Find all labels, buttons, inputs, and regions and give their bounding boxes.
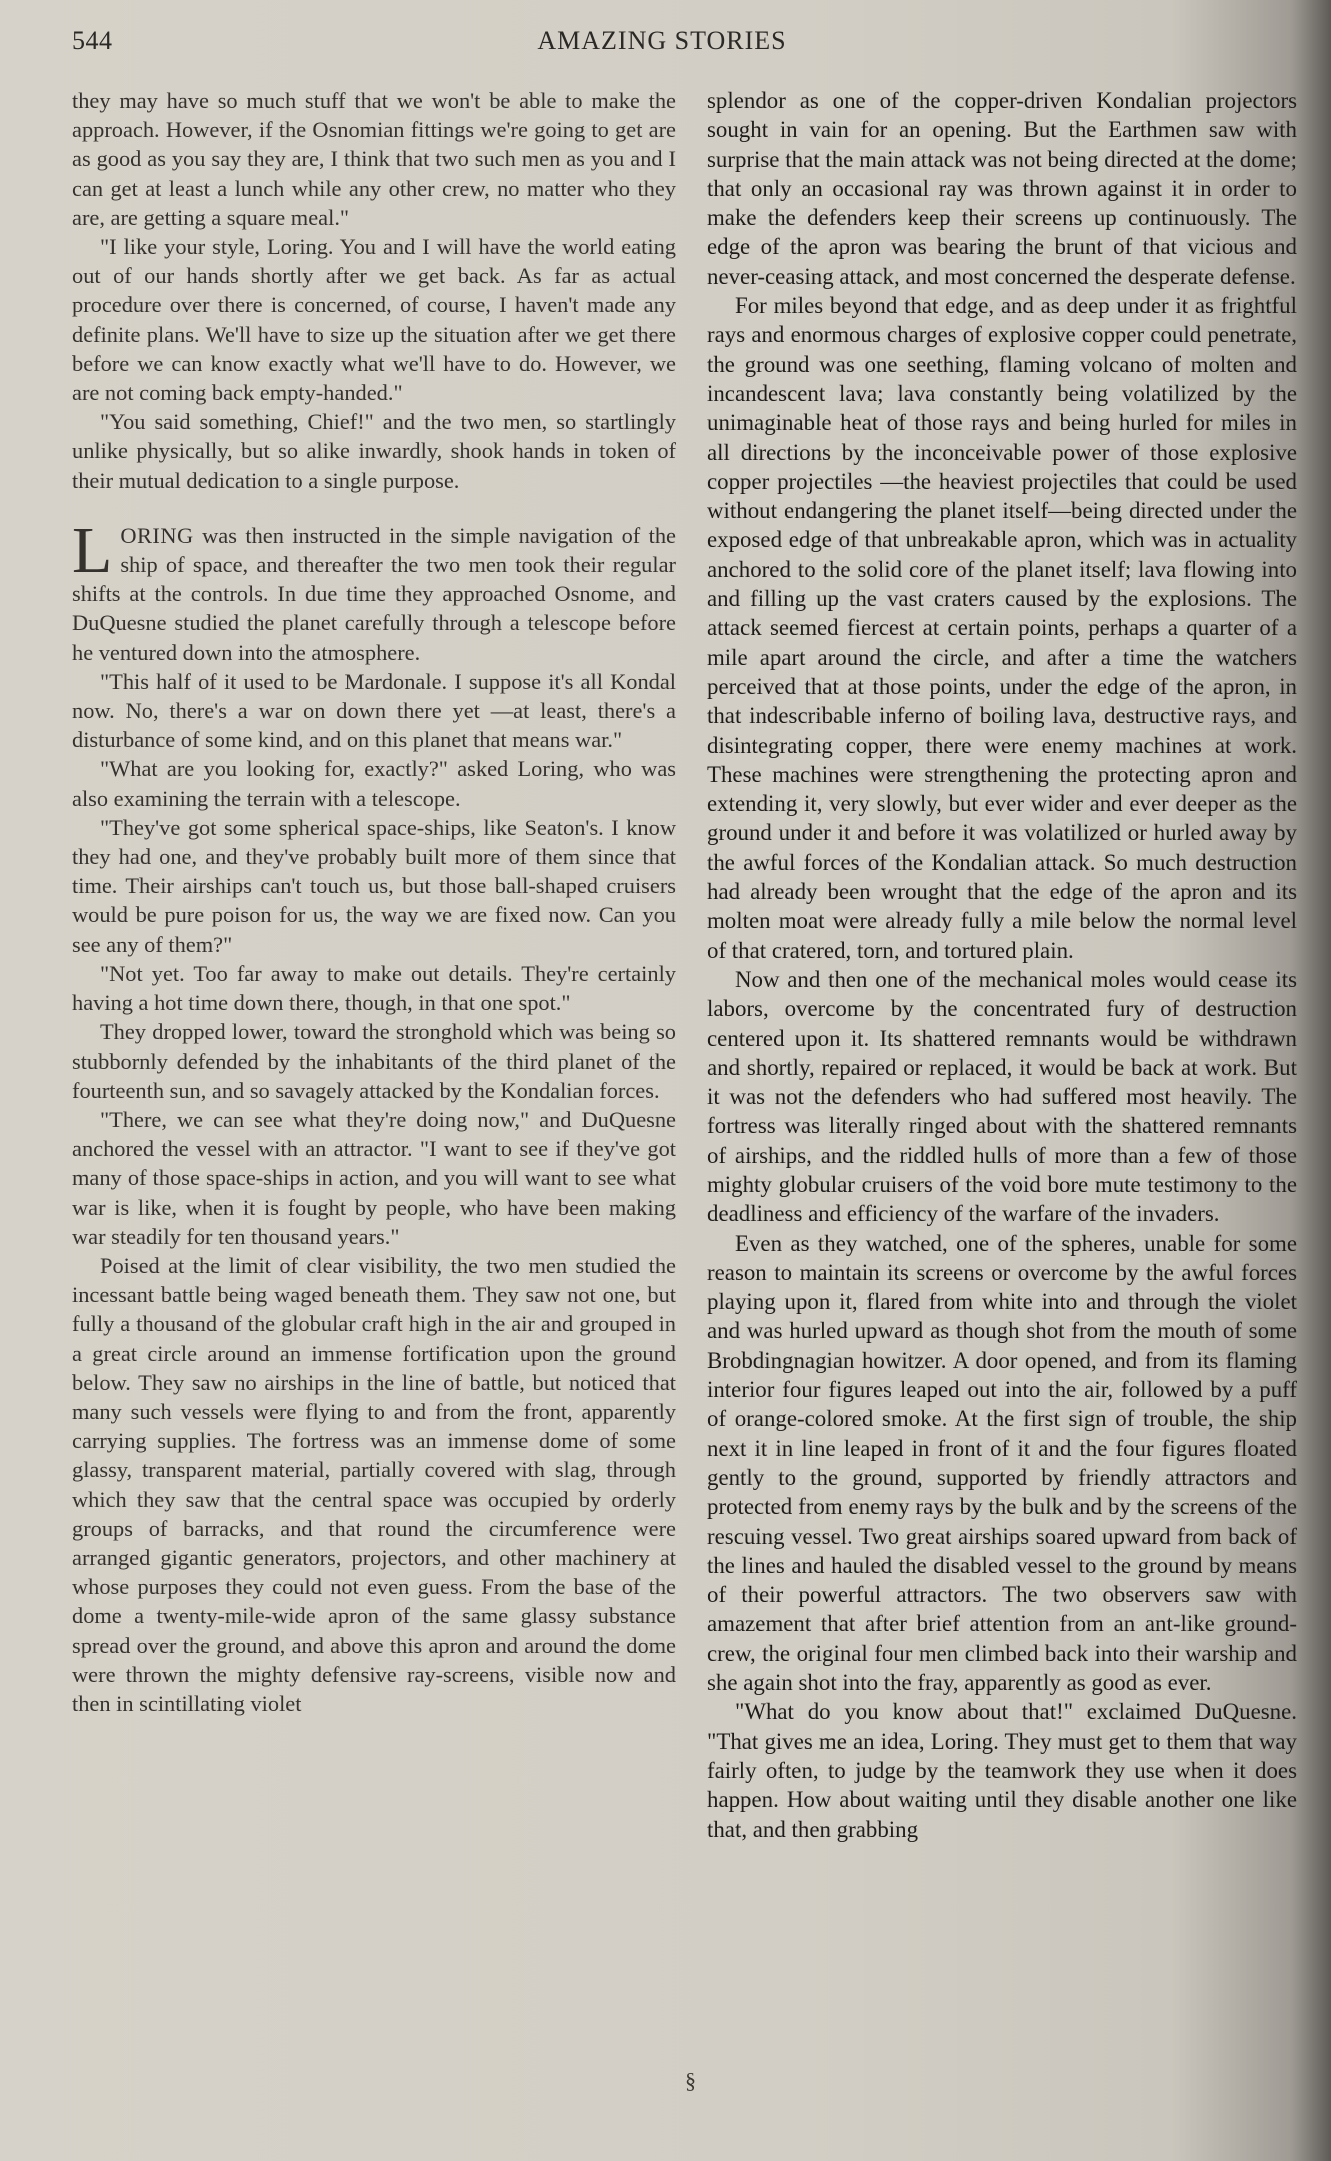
paragraph: "This half of it used to be Mardonale. I suppose it's all Kondal now. No, there's a war on down there yet —at least, there's a disturbance of some kind, and on this planet that means war." bbox=[72, 668, 676, 753]
paragraph: For miles beyond that edge, and as deep under it as frightful rays and enormous charges of explosive copper could penetrate, the ground was one seething, flaming volcano of molten and incandescent lava; lava constantly being volatilized by the unimaginable heat of those rays and being hurled for miles in all directions by the inconceivable power of those explosive copper projectiles —the heaviest projectiles that could be used without endangering the planet itself—being directed under the exposed edge of that unbreakable apron, which was in actuality anchored to the solid core of the planet itself; lava flowing into and filling up the vast craters caused by the explosions. The attack seemed fiercest at certain points, perhaps a quarter of a mile apart around the circle, and after a time the watchers perceived that at those points, under the edge of the apron, in that indescribable inferno of boiling lava, destructive rays, and disintegrating copper, there were enemy machines at work. These machines were strengthening the protecting apron and extending it, very slowly, but ever wider and ever deeper as the ground under it and before it was volatilized or hurled away by the awful forces of the Kondalian attack. So much destruction had already been wrought that the edge of the apron and its molten moat were already fully a mile below the normal level of that cratered, torn, and tortured plain. bbox=[707, 293, 1297, 963]
paragraph: "They've got some spherical space-ships, like Seaton's. I know they had one, and they've probably built more of them since that time. Their airships can't touch us, but those ball-shaped cruisers would be pure poison for us, the way we are fixed now. Can you see any of them?" bbox=[72, 814, 676, 957]
paragraph: "Not yet. Too far away to make out details. They're certainly having a hot time down there, though, in that one spot." bbox=[72, 960, 676, 1016]
paragraph: They dropped lower, toward the stronghold which was being so stubbornly defended by the inhabitants of the third planet of the fourteenth sun, and so savagely attacked by the Kondalian forces. bbox=[72, 1019, 676, 1103]
paragraph: Poised at the limit of clear visibility, the two men studied the incessant battle being waged beneath them. They saw not one, but fully a thousand of the globular craft high in the air and grouped in a great circle around an immense fortification upon the ground below. They saw no airships in the line of battle, but noticed that many such vessels were flying to and from the front, apparently carrying supplies. The fortress was an immense dome of some glassy, transparent material, partially covered with slag, through which they saw that the central space was occupied by orderly groups of barracks, and that round the circumference were arranged gigantic generators, projectors, and other machinery at whose purposes they could not even guess. From the base of the dome a twenty-mile-wide apron of the same glassy substance spread over the ground, and above this apron and around the dome were thrown the mighty defensive ray-screens, visible now and then in scintillating violet bbox=[72, 1252, 676, 1716]
paragraph: "What do you know about that!" exclaimed DuQuesne. "That gives me an idea, Loring. They must get to them that way fairly often, to judge by the teamwork they use when it does happen. How about waiting until they disable another one like that, and then grabbing bbox=[707, 1699, 1297, 1842]
drop-cap: L bbox=[72, 513, 113, 587]
page-number: 544 bbox=[72, 26, 113, 55]
paragraph: "You said something, Chief!" and the two men, so startlingly unlike physically, but so alike inwardly, shook hands in token of their mutual dedication to a single purpose. bbox=[72, 409, 676, 493]
running-head: AMAZING STORIES bbox=[537, 26, 787, 55]
paragraph: splendor as one of the copper-driven Kondalian projectors sought in vain for an opening. But the Earthmen saw with surprise that the main attack was not being directed at the dome; that only an occasional ray was thrown against it in order to make the defenders keep their screens up continuously. The edge of the apron was bearing the brunt of that vicious and never-ceasing attack, and most concerned the desperate defense. bbox=[707, 88, 1297, 289]
left-column bbox=[72, 86, 676, 1718]
section-start-paragraph bbox=[72, 513, 676, 667]
paragraph: "What are you looking for, exactly?" asked Loring, who was also examining the terrain with a telescope. bbox=[72, 756, 676, 811]
paragraph-text: was then instructed in the simple navigation of the ship of space, and thereafter the two men took their regular shifts at the controls. In due time they approached Osnome, and DuQuesne studied the planet carefully through a telescope before he ventured down into the atmosphere. bbox=[72, 522, 676, 665]
paragraph: Now and then one of the mechanical moles would cease its labors, overcome by the concentrated fury of destruction centered upon it. Its shattered remnants would be withdrawn and shortly, repaired or replaced, it would be back at work. But it was not the defenders who had suffered most heavily. The fortress was literally ringed about with the shattered remnants of airships, and the riddled hulls of more than a few of those mighty globular cruisers of the void bore mute testimony to the deadliness and efficiency of the warfare of the invaders. bbox=[707, 966, 1297, 1227]
paragraph: "There, we can see what they're doing now," and DuQuesne anchored the vessel with an attractor. "I want to see if they've got many of those space-ships in action, and you will want to see what war is like, when it is fought by people, who have been making war steadily for ten thousand years." bbox=[72, 1106, 676, 1249]
paragraph: "I like your style, Loring. You and I will have the world eating out of our hands shortly after we get back. As far as actual procedure over there is concerned, of course, I haven't made any definite plans. We'll have to size up the situation after we get there before we can know exactly what we'll have to do. However, we are not coming back empty-handed." bbox=[72, 234, 676, 406]
gutter-mark: § bbox=[685, 2068, 696, 2093]
paragraph: they may have so much stuff that we won't be able to make the approach. However, if the Osnomian fittings we're going to get are as good as you say they are, I think that two such men as you and I can get at least a lunch while any other crew, no matter who they are, are getting a square meal." bbox=[72, 88, 676, 230]
right-column bbox=[707, 86, 1297, 1844]
small-caps-lead: ORING bbox=[120, 522, 194, 548]
page-header bbox=[72, 26, 1252, 66]
paragraph: Even as they watched, one of the spheres, unable for some reason to maintain its screens or overcome by the awful forces playing upon it, flared from white into and through the violet and was hurled upward as though shot from the mouth of some Brobdingnagian howitzer. A door opened, and from its flaming interior four figures leaped out into the air, followed by a puff of orange-colored smoke. At the first sign of trouble, the ship next it in line leaped in front of it and the four figures floated gently to the ground, supported by friendly attractors and protected from enemy rays by the bulk and by the screens of the rescuing vessel. Two great airships soared upward from back of the lines and hauled the disabled vessel to the ground by means of their powerful attractors. The two observers saw with amazement that after brief attention from an ant-like ground-crew, the original four men climbed back into their warship and she again shot into the fray, apparently as good as ever. bbox=[707, 1230, 1297, 1696]
